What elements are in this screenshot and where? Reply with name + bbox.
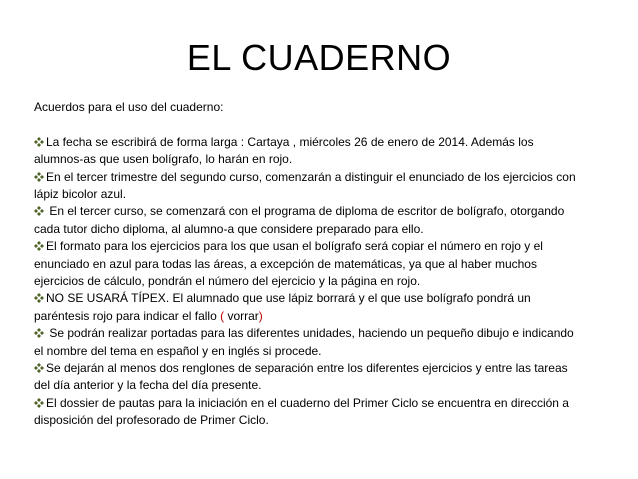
list-item-text: El dossier de pautas para la iniciación en el cuaderno del Primer Ciclo se encuentra en dirección a disposición del profesorado de Primer Ciclo. (34, 395, 569, 428)
list-item (34, 169, 586, 204)
list-item-text: Se podrán realizar portadas para las diferentes unidades, haciendo un pequeño dibujo e indicando el nombre del tema en español y en inglés si procede. (34, 326, 574, 358)
slide-title: EL CUADERNO (186, 37, 452, 78)
list-item (34, 290, 586, 325)
list-item-text: El formato para los ejercicios para los que usan el bolígrafo será copiar el número en rojo y el enunciado en azul para todas las áreas, a excepción de matemáticas, ya que al haber muchos ejercicios de cálculo, pondrán el número del ejercicio y la página en rojo. (34, 239, 543, 289)
red-parenthesis-close: ) (258, 308, 263, 323)
list-item (34, 325, 586, 360)
diamond-bullet-icon (34, 137, 44, 147)
diamond-bullet-icon (34, 398, 44, 408)
list-item (34, 395, 586, 430)
diamond-bullet-icon (34, 293, 44, 303)
list-item (34, 360, 586, 395)
diamond-bullet-icon (34, 241, 44, 251)
list-item-text: En el tercer trimestre del segundo curso, comenzarán a distinguir el enunciado de los ejercicios con lápiz bicolor azul. (34, 169, 576, 202)
diamond-bullet-icon (34, 172, 44, 182)
list-item (34, 238, 586, 290)
list-item-text: La fecha se escribirá de forma larga : Cartaya , miércoles 26 de enero de 2014. Además los alumnos-as que usen bolígrafo, lo harán en rojo. (34, 134, 534, 167)
list-item-text: NO SE USARÁ TÍPEX. El alumnado que use lápiz borrará y el que use bolígrafo pondrá un paréntesis rojo para indicar el fallo (34, 291, 531, 323)
diamond-bullet-icon (34, 363, 44, 373)
intro-text: Acuerdos para el uso del cuaderno: (34, 100, 224, 114)
list-item-text: Se dejarán al menos dos renglones de separación entre los diferentes ejercicios y entre las tareas del día anterior y la fecha del día presente. (34, 361, 568, 393)
slide-content (34, 99, 586, 430)
list-item (34, 203, 586, 238)
diamond-bullet-icon (34, 206, 44, 216)
red-parenthesis-open: ( (220, 308, 225, 323)
list-item-text-correction: vorrar (224, 308, 259, 323)
list-item (34, 134, 586, 169)
list-item-text: En el tercer curso, se comenzará con el programa de diploma de escritor de bolígrafo, otorgando cada tutor dicho diploma, al alumno-a que considere preparado para ello. (34, 204, 565, 236)
diamond-bullet-icon (34, 328, 44, 338)
